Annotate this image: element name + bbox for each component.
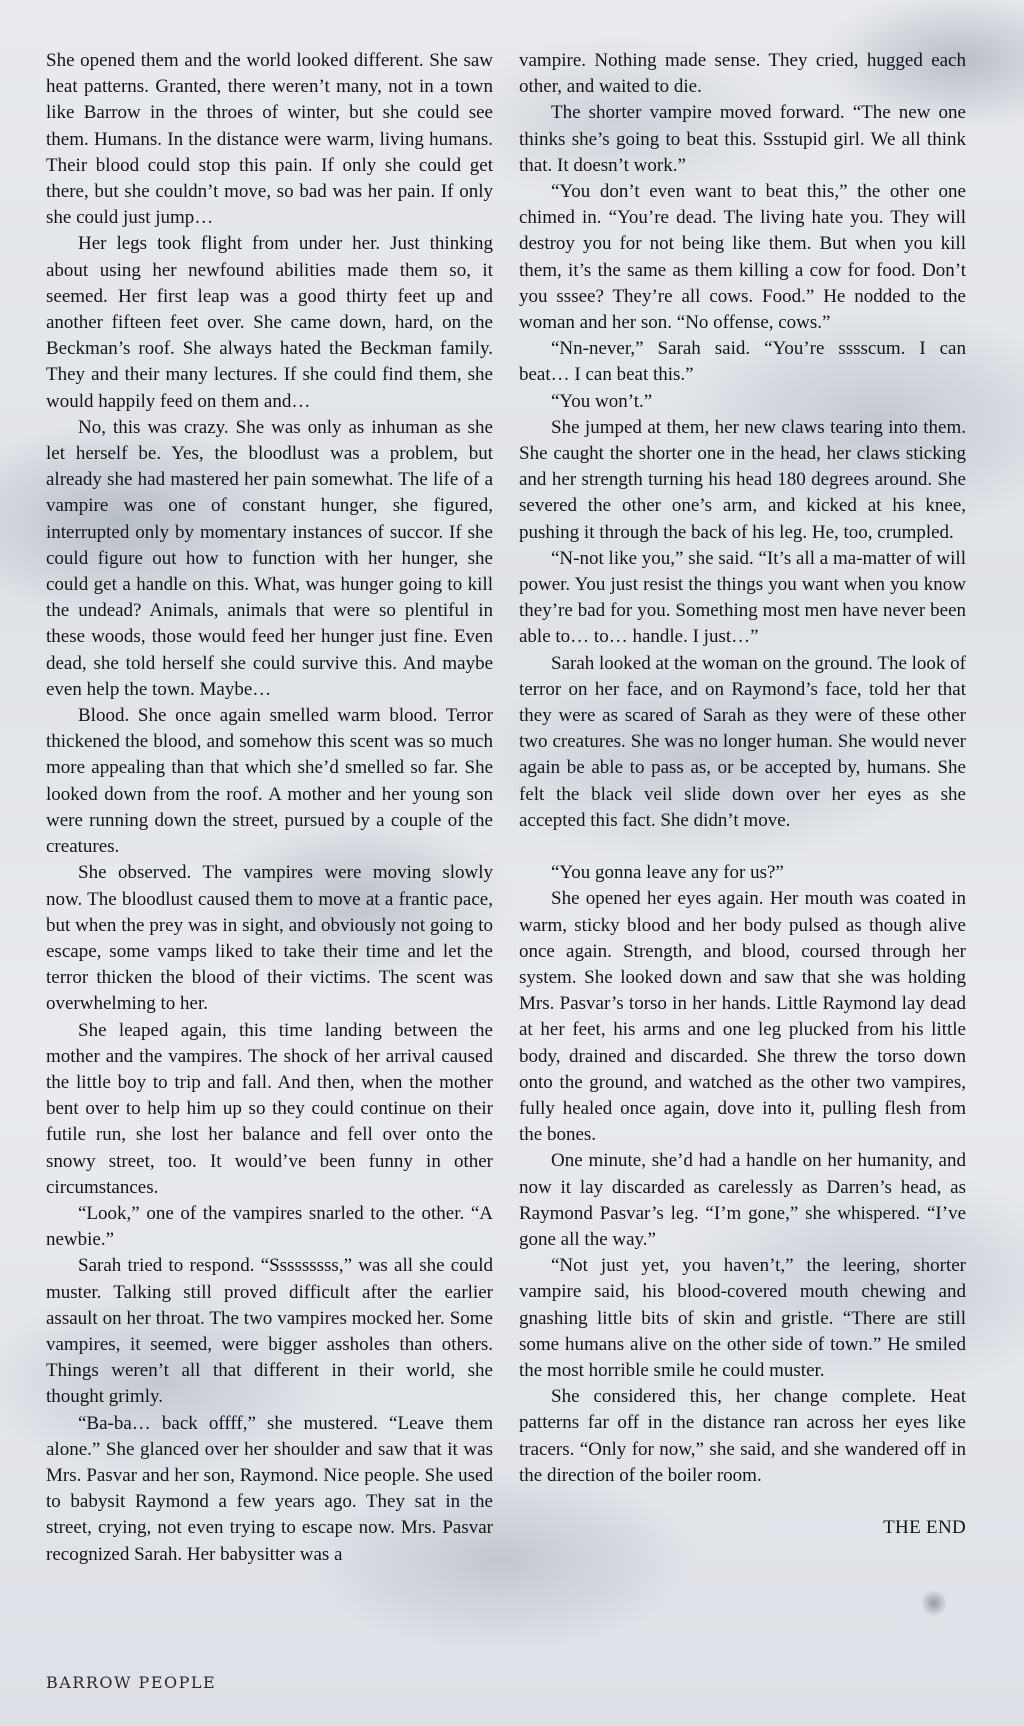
paragraph: Blood. She once again smelled warm blood. Terror thickened the blood, and somehow this scent was so much more appealing than that which she’d smelled so far. She looked down from the roof. A mother and her young son were running down the street, pursued by a couple of the creatures. xyxy=(46,705,493,858)
paragraph: She opened them and the world looked different. She saw heat patterns. Granted, there weren’t many, not in a town like Barrow in the throes of winter, but she could see them. Humans. In the distance were warm, living humans. Their blood could stop this pain. If only she could get there, but she couldn’t move, so bad was her pain. If only she could just jump… xyxy=(46,50,493,229)
paragraph: She considered this, her change complete. Heat patterns far off in the distance ran across her eyes like tracers. “Only for now,” she said, and she wandered off in the direction of the boiler room. xyxy=(519,1386,966,1486)
the-end-label: THE END xyxy=(883,1516,966,1538)
paragraph: “N-not like you,” she said. “It’s all a ma-matter of will power. You just resist the things you want when you know they’re bad for you. Something most men have never been able to… to… handle. I just…” xyxy=(519,547,966,648)
paragraph: One minute, she’d had a handle on her humanity, and now it lay discarded as carelessly as Darren’s head, as Raymond Pasvar’s leg. “I’m gone,” she whispered. “I’ve gone all the way.” xyxy=(519,1150,966,1250)
paragraph: Sarah looked at the woman on the ground. The look of terror on her face, and on Raymond’s face, told her that they were as scared of Sarah as they were of these other two creatures. She was no longer human. She would never again be able to pass as, or be accepted by, humans. She felt the black veil slide down over her eyes as she accepted this fact. She didn’t move. xyxy=(519,652,966,831)
footer-logo: BARROW PEOPLE xyxy=(46,1673,217,1692)
paragraph: “Not just yet, you haven’t,” the leering, shorter vampire said, his blood-covered mouth chewing and gnashing little bits of skin and gristle. “There are still some humans alive on the other side of town.” He smiled the most horrible smile he could muster. xyxy=(519,1255,966,1381)
paragraph: “You gonna leave any for us?” xyxy=(551,862,784,884)
paragraph: “Nn-never,” Sarah said. “You’re sssscum. I can beat… I can beat this.” xyxy=(519,338,966,386)
paragraph: Sarah tried to respond. “Sssssssss,” was all she could muster. Talking still proved difficult after the earlier assault on her throat. The two vampires mocked her. Some vampires, it seemed, were bigger assholes than others. Things weren’t all that different in their world, she thought grimly. xyxy=(46,1255,493,1408)
ink-smudge xyxy=(922,1588,946,1618)
right-column xyxy=(519,48,966,1568)
paragraph: “Look,” one of the vampires snarled to the other. “A newbie.” xyxy=(46,1202,493,1251)
paragraph: “You won’t.” xyxy=(551,390,653,412)
paragraph: “You don’t even want to beat this,” the other one chimed in. “You’re dead. The living hate you. They will destroy you for not being like them. But when you kill them, it’s the same as them killing a cow for food. Don’t you sssee? They’re all cows. Food.” He nodded to the woman and her son. “No offense, cows.” xyxy=(519,181,966,334)
paragraph: The shorter vampire moved forward. “The new one thinks she’s going to beat this. Ssstupid girl. We all think that. It doesn’t work.” xyxy=(519,102,966,176)
paragraph: vampire. Nothing made sense. They cried, hugged each other, and waited to die. xyxy=(519,50,966,98)
paragraph: Her legs took flight from under her. Just thinking about using her newfound abilities made them so, it seemed. Her first leap was a good thirty feet up and another fifteen feet over. She came down, hard, on the Beckman’s roof. She always hated the Beckman family. They and their many lectures. If she could find them, she would happily feed on them and… xyxy=(46,233,493,412)
paragraph: She jumped at them, her new claws tearing into them. She caught the shorter one in the head, her claws sticking and her strength turning his head 180 degrees around. She severed the other one’s arm, and kicked at his knee, pushing it through the back of his leg. He, too, crumpled. xyxy=(519,416,966,543)
left-column xyxy=(46,48,493,1568)
paragraph: “Ba-ba… back offff,” she mustered. “Leave them alone.” She glanced over her shoulder and saw that it was Mrs. Pasvar and her son, Raymond. Nice people. She used to babysit Raymond a few years ago. They sat in the street, crying, not even trying to escape now. Mrs. Pasvar recognized Sarah. Her babysitter was a xyxy=(46,1412,493,1565)
paragraph: She opened her eyes again. Her mouth was coated in warm, sticky blood and her body pulsed as though alive once again. Strength, and blood, coursed through her system. She looked down and saw that she was holding Mrs. Pasvar’s torso in her hands. Little Raymond lay dead at her feet, his arms and one leg plucked from his little body, drained and discarded. She threw the torso down onto the ground, and watched as the other two vampires, fully healed once again, dove into it, pulling flesh from the bones. xyxy=(519,888,966,1146)
paragraph: She observed. The vampires were moving slowly now. The bloodlust caused them to move at a frantic pace, but when the prey was in sight, and obviously not going to escape, some vamps liked to take their time and let the terror thicken the blood of their victims. The scent was overwhelming to her. xyxy=(46,862,493,1015)
paragraph: No, this was crazy. She was only as inhuman as she let herself be. Yes, the bloodlust was a problem, but already she had mastered her pain somewhat. The life of a vampire was one of constant hunger, she figured, interrupted only by momentary instances of succor. If she could figure out how to function with her hunger, she could get a handle on this. What, was hunger going to kill the undead? Animals, animals that were so plentiful in these woods, those would feed her hunger just fine. Even dead, she told herself she could survive this. And maybe even help the town. Maybe… xyxy=(46,416,493,700)
paragraph: She leaped again, this time landing between the mother and the vampires. The shock of her arrival caused the little boy to trip and fall. And then, when the mother bent over to help him up so they could continue on their futile run, she lost her balance and fell over onto the snowy street, too. It would’ve been funny in other circumstances. xyxy=(46,1019,493,1198)
story-columns xyxy=(46,48,966,1568)
